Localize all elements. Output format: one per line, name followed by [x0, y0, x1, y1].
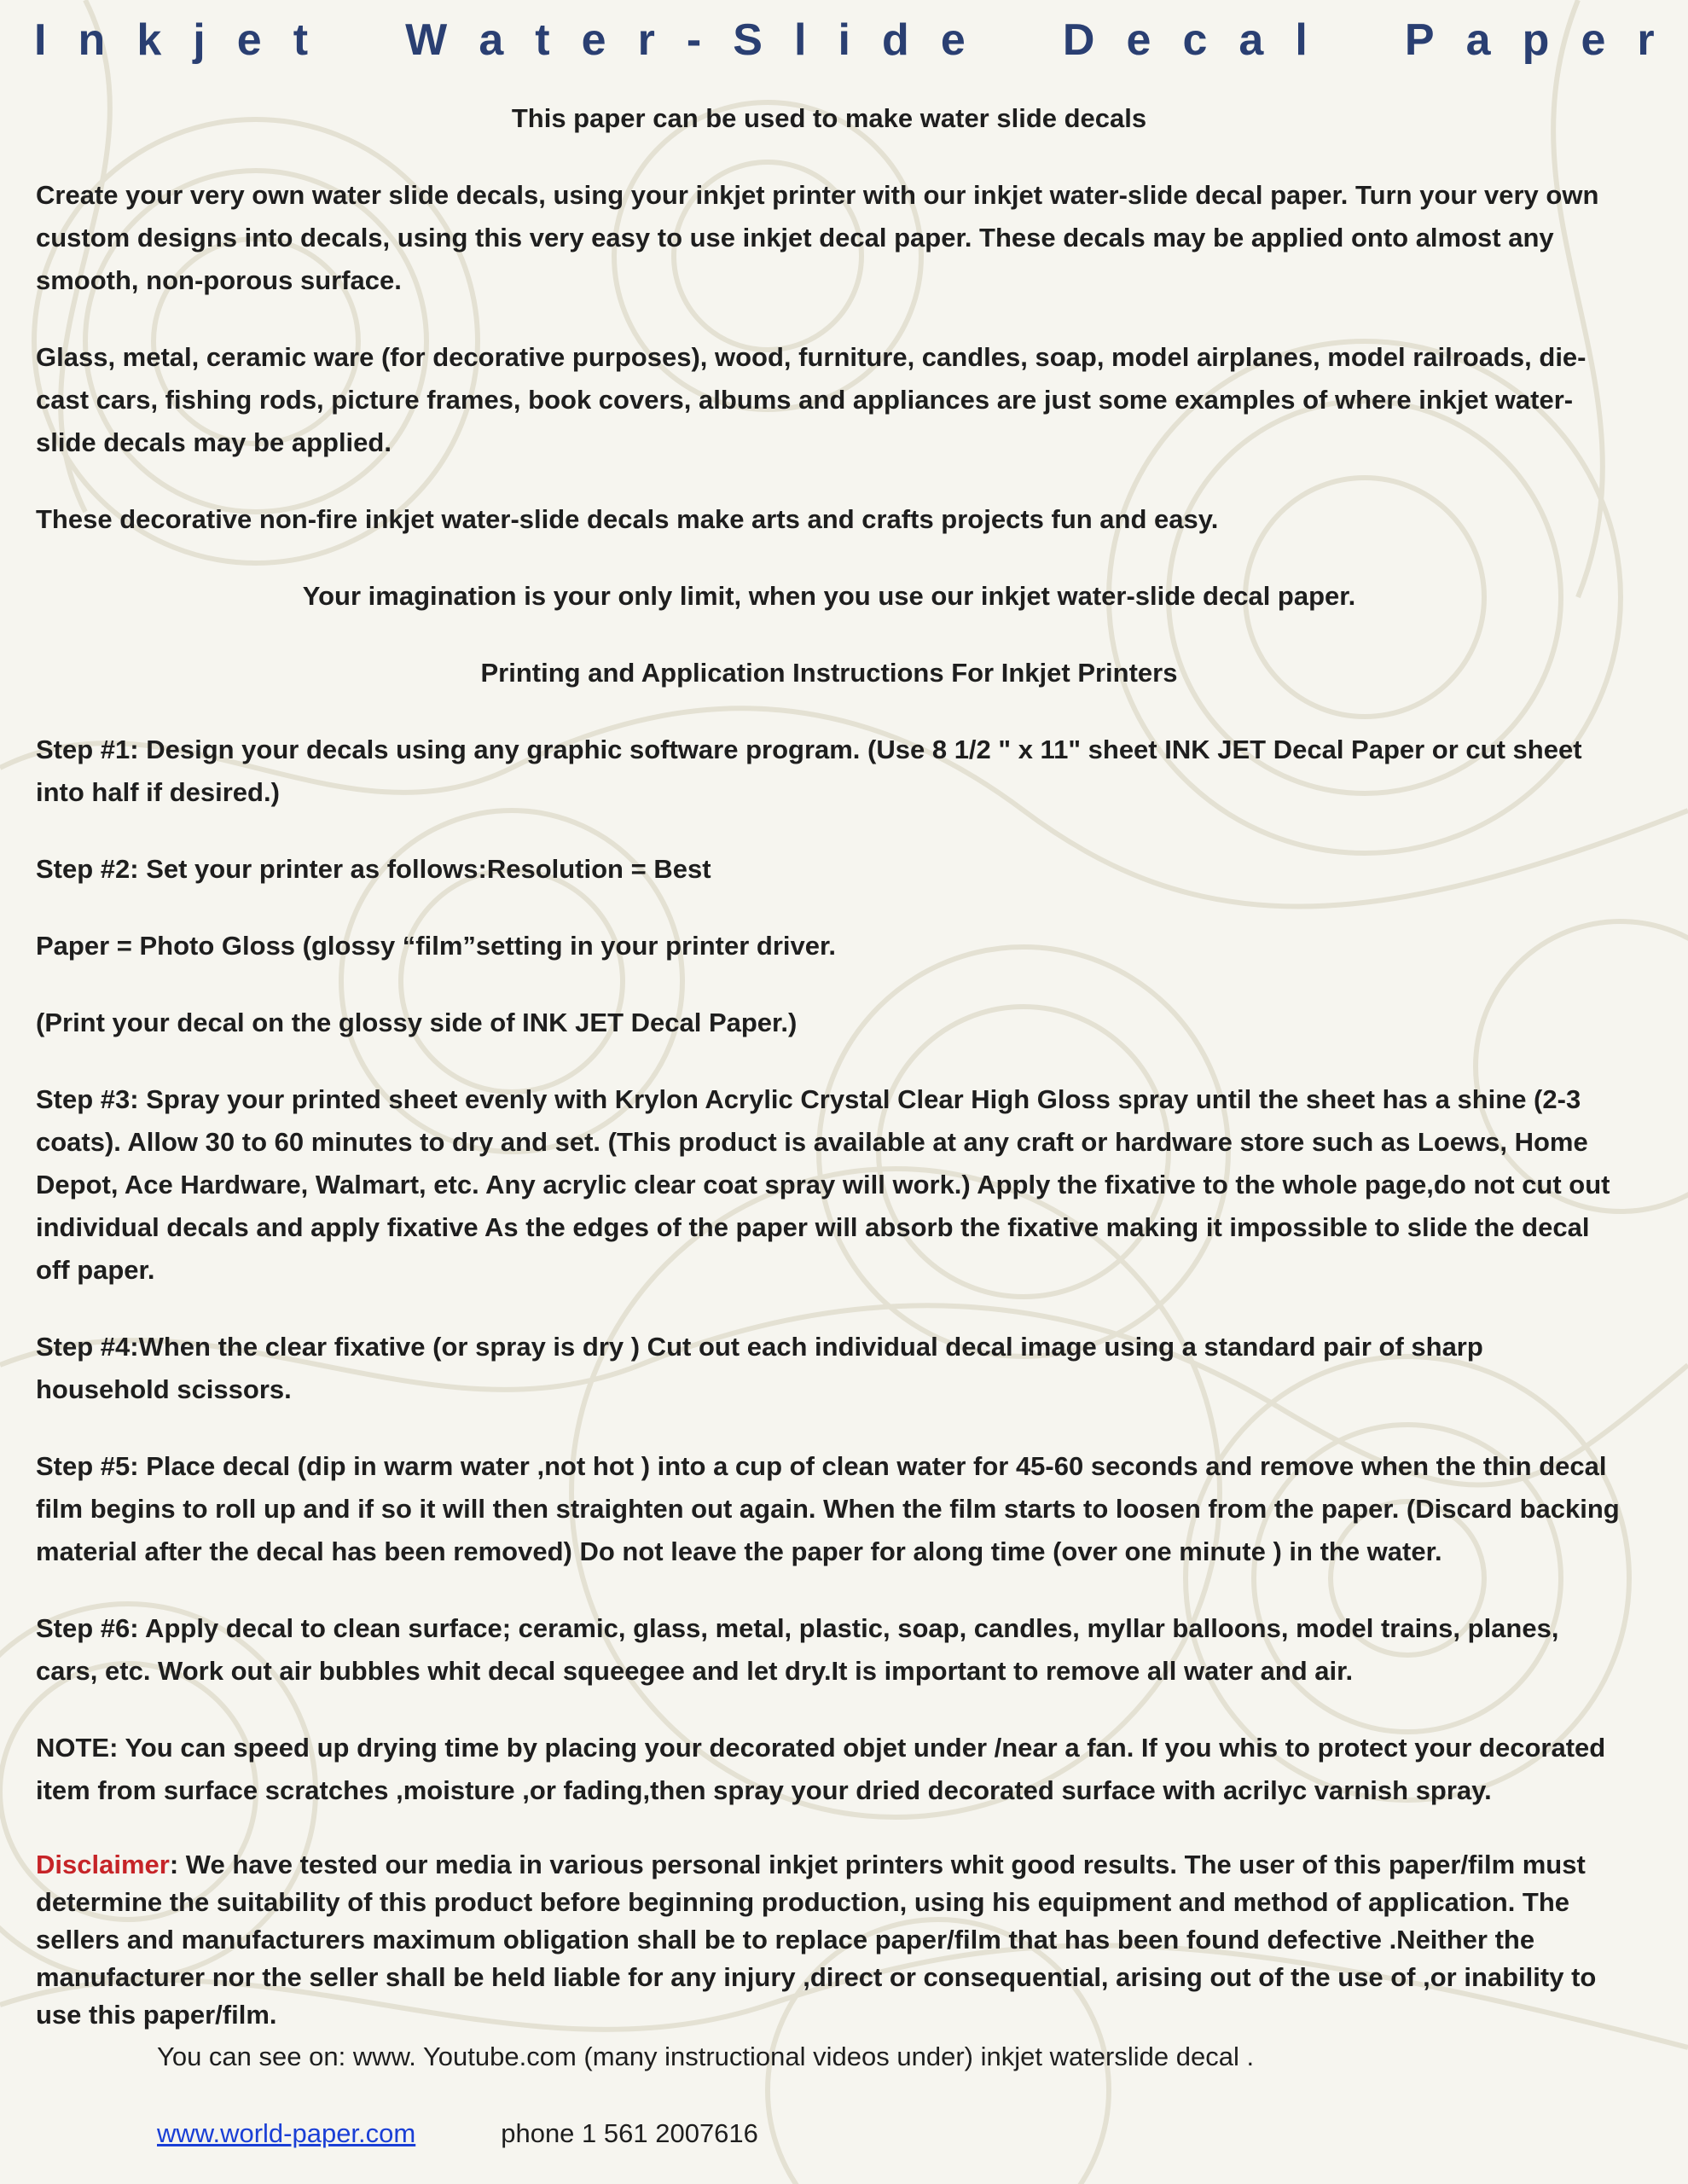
title-letter: l: [1295, 15, 1308, 65]
title-letter: e: [940, 15, 966, 65]
title-letter: -: [686, 15, 702, 65]
title-letter: e: [581, 15, 606, 65]
fun-paragraph: These decorative non-fire inkjet water-slide decals make arts and crafts projects fun and easy.: [36, 504, 1219, 534]
subtitle: This paper can be used to make water slide decals: [511, 103, 1147, 133]
phone-number: phone 1 561 2007616: [501, 2118, 758, 2148]
footer-contact: [157, 2112, 1622, 2155]
title-letter: k: [136, 15, 162, 65]
title-letter: r: [637, 15, 655, 65]
document-body: [36, 97, 1622, 2155]
title-letter: P: [1404, 15, 1435, 65]
disclaimer-text: : We have tested our media in various personal inkjet printers whit good results. The user of this paper/film must determine the suitability of this product before beginning production, using his equipment and method of application. The sellers and manufacturers maximum obligation shall be to replace paper/film that has been found defective .Neither the manufacturer nor the seller shall be held liable for any injury ,direct or consequential, arising out of the use of ,or inability to use this paper/film.: [36, 1850, 1597, 2030]
instructions-heading: Printing and Application Instructions For Inkjet Printers: [480, 658, 1178, 688]
title-letter: t: [535, 15, 550, 65]
youtube-reference: You can see on: www. Youtube.com (many instructional videos under) inkjet waterslide decal .: [157, 2042, 1255, 2071]
paper-setting: Paper = Photo Gloss (glossy “film”setting in your printer driver.: [36, 931, 836, 961]
title-letter: a: [1465, 15, 1491, 65]
title-letter: I: [34, 15, 47, 65]
title-letter: W: [405, 15, 448, 65]
title-letter: D: [1062, 15, 1095, 65]
disclaimer-label: Disclaimer: [36, 1850, 170, 1879]
title-letter: i: [838, 15, 850, 65]
disclaimer: [36, 1846, 1622, 2034]
step-4: Step #4:When the clear fixative (or spray is dry ) Cut out each individual decal image using a standard pair of sharp household scissors.: [36, 1332, 1483, 1404]
title-letter: e: [1126, 15, 1151, 65]
title-letter: S: [733, 15, 763, 65]
intro-paragraph: Create your very own water slide decals, using your inkjet printer with our inkjet water-slide decal paper. Turn your very own custom designs into decals, using this very easy to use inkjet decal paper. These decals may be applied onto almost any smooth, non-porous surface.: [36, 180, 1599, 295]
title-letter: d: [882, 15, 909, 65]
title-letter: a: [479, 15, 504, 65]
step-2: Step #2: Set your printer as follows:Resolution = Best: [36, 854, 711, 884]
print-note: (Print your decal on the glossy side of INK JET Decal Paper.): [36, 1008, 798, 1037]
title-letter: r: [1637, 15, 1655, 65]
step-5: Step #5: Place decal (dip in warm water ,not hot ) into a cup of clean water for 45-60 seconds and remove when the thin decal film begins to roll up and if so it will then straighten out again. When the film starts to loosen from the paper. (Discard backing material after the decal has been removed) Do not leave the paper for along time (over one minute ) in the water.: [36, 1451, 1620, 1566]
website-link[interactable]: www.world-paper.com: [157, 2118, 416, 2148]
imagination-line: Your imagination is your only limit, when you use our inkjet water-slide decal paper.: [302, 581, 1356, 611]
title-letter: p: [1522, 15, 1550, 65]
step-3: Step #3: Spray your printed sheet evenly with Krylon Acrylic Crystal Clear High Gloss spray until the sheet has a shine (2-3 coats). Allow 30 to 60 minutes to dry and set. (This product is available at any craft or hardware store such as Loews, Home Depot, Ace Hardware, Walmart, etc. Any acrylic clear coat spray will work.) Apply the fixative to the whole page,do not cut out individual decals and apply fixative As the edges of the paper will absorb the fixative making it impossible to slide the decal off paper.: [36, 1084, 1610, 1285]
step-1: Step #1: Design your decals using any graphic software program. (Use 8 1/2 " x 11" sheet INK JET Decal Paper or cut sheet into half if desired.): [36, 735, 1582, 807]
title-letter: c: [1182, 15, 1208, 65]
title-letter: n: [78, 15, 106, 65]
page-title: [34, 10, 1655, 70]
title-letter: j: [193, 15, 206, 65]
title-word-gap: [339, 10, 374, 70]
surfaces-paragraph: Glass, metal, ceramic ware (for decorative purposes), wood, furniture, candles, soap, model airplanes, model railroads, die-cast cars, fishing rods, picture frames, book covers, albums and appliances are just some examples of where inkjet water-slide decals may be applied.: [36, 342, 1586, 457]
title-word-gap: [997, 10, 1031, 70]
title-letter: a: [1238, 15, 1264, 65]
title-letter: e: [236, 15, 262, 65]
step-6: Step #6: Apply decal to clean surface; ceramic, glass, metal, plastic, soap, candles, myllar balloons, model trains, planes, cars, etc. Work out air bubbles whit decal squeegee and let dry.It is important to remove all water and air.: [36, 1613, 1559, 1686]
title-letter: e: [1581, 15, 1606, 65]
title-letter: t: [293, 15, 309, 65]
title-letter: l: [794, 15, 807, 65]
title-word-gap: [1339, 10, 1373, 70]
note-paragraph: NOTE: You can speed up drying time by placing your decorated objet under /near a fan. If you whis to protect your decorated item from surface scratches ,moisture ,or fading,then spray your dried decorated surface with acrilyc varnish spray.: [36, 1733, 1606, 1805]
